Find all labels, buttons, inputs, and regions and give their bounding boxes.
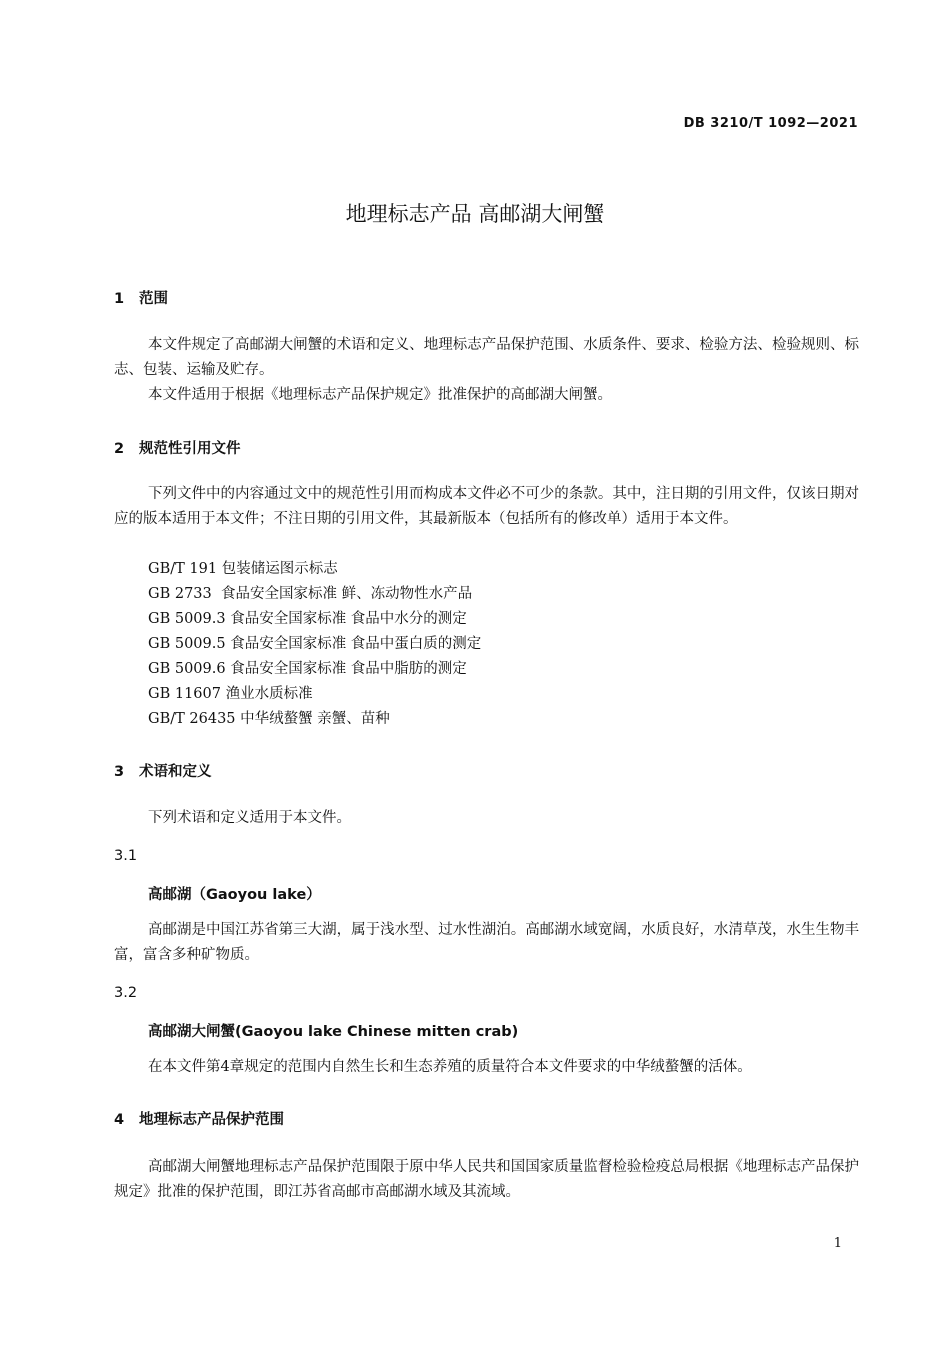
reference-item: GB/T 26435 中华绒螯蟹 亲蟹、苗种 <box>148 711 390 727</box>
term-definition: 高邮湖是中国江苏省第三大湖，属于浅水型、过水性湖泊。高邮湖水域宽阔，水质良好，水清草茂，水生生物丰富，富含多种矿物质。 <box>114 922 859 963</box>
reference-item: GB 5009.5 食品安全国家标准 食品中蛋白质的测定 <box>148 636 482 652</box>
section-title: 地理标志产品保护范围 <box>139 1112 284 1128</box>
section-title: 规范性引用文件 <box>139 441 241 457</box>
section-number: 2 <box>114 441 125 457</box>
section-3-paragraph-1: 下列术语和定义适用于本文件。 <box>148 810 351 826</box>
reference-item: GB 5009.6 食品安全国家标准 食品中脂肪的测定 <box>148 661 467 677</box>
section-title: 范围 <box>139 291 168 307</box>
term-name: 高邮湖大闸蟹(Gaoyou lake Chinese mitten crab) <box>148 1024 519 1040</box>
section-title: 术语和定义 <box>139 764 212 780</box>
section-heading-1 <box>114 287 168 308</box>
term-number: 3.1 <box>114 848 138 864</box>
term-number: 3.2 <box>114 985 138 1001</box>
section-heading-2 <box>114 437 241 458</box>
document-number: DB 3210/T 1092—2021 <box>683 116 858 131</box>
section-2-paragraph-1: 下列文件中的内容通过文中的规范性引用而构成本文件必不可少的条款。其中，注日期的引用文件，仅该日期对应的版本适用于本文件；不注日期的引用文件，其最新版本（包括所有的修改单）适用于本文件。 <box>114 486 859 527</box>
section-number: 3 <box>114 764 125 780</box>
section-4-paragraph-1: 高邮湖大闸蟹地理标志产品保护范围限于原中华人民共和国国家质量监督检验检疫总局根据《地理标志产品保护规定》批准的保护范围，即江苏省高邮市高邮湖水域及其流域。 <box>114 1159 859 1200</box>
section-number: 1 <box>114 291 125 307</box>
section-heading-3 <box>114 760 212 781</box>
term-definition: 在本文件第4章规定的范围内自然生长和生态养殖的质量符合本文件要求的中华绒螯蟹的活体。 <box>148 1059 752 1075</box>
section-1-paragraph-2: 本文件适用于根据《地理标志产品保护规定》批准保护的高邮湖大闸蟹。 <box>148 387 612 403</box>
section-heading-4 <box>114 1108 284 1129</box>
page-number: 1 <box>833 1236 842 1251</box>
reference-item: GB/T 191 包装储运图示标志 <box>148 561 338 577</box>
section-number: 4 <box>114 1112 125 1128</box>
term-name: 高邮湖（Gaoyou lake） <box>148 887 321 903</box>
page-title: 地理标志产品 高邮湖大闸蟹 <box>345 202 605 226</box>
reference-item: GB 11607 渔业水质标准 <box>148 686 313 702</box>
reference-item: GB 2733 食品安全国家标准 鲜、冻动物性水产品 <box>148 586 473 602</box>
section-1-paragraph-1: 本文件规定了高邮湖大闸蟹的术语和定义、地理标志产品保护范围、水质条件、要求、检验方法、检验规则、标志、包装、运输及贮存。 <box>114 337 859 378</box>
reference-item: GB 5009.3 食品安全国家标准 食品中水分的测定 <box>148 611 467 627</box>
